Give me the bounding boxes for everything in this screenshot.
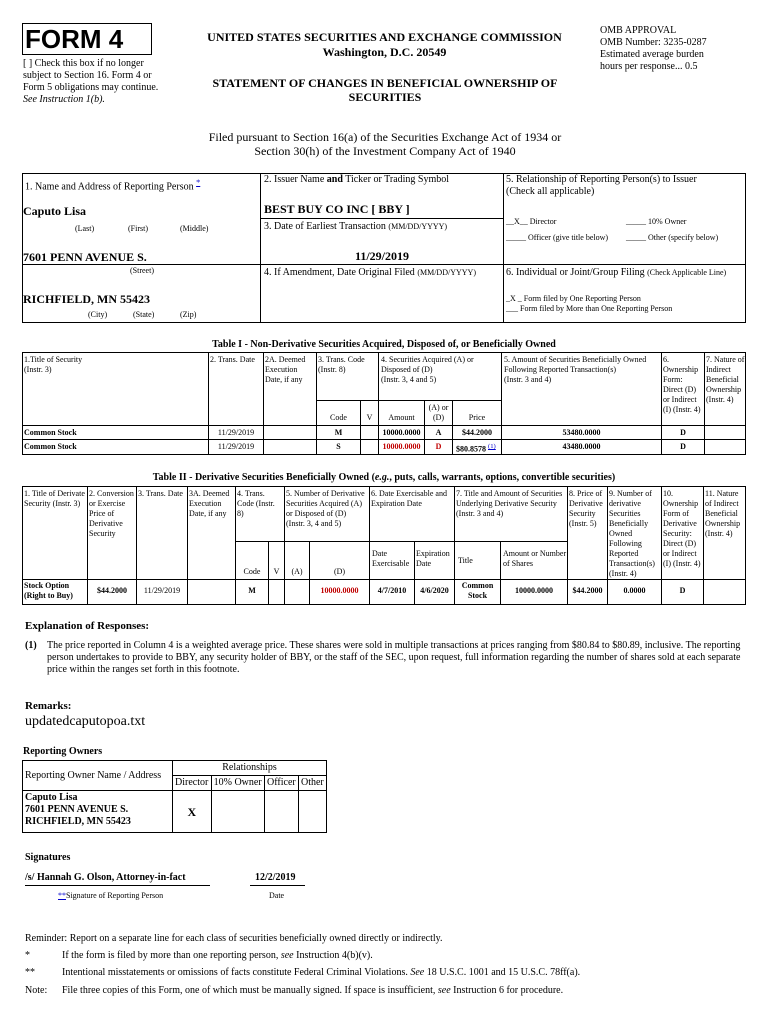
checkbox-note: [ ] Check this box if no longer subject to Section 16. Form 4 or Form 5 obligations may continue. See Instruction 1(b). xyxy=(23,58,159,105)
filing-more-persons: ___ Form filed by More than One Reporting Person xyxy=(506,304,673,313)
t1-sub-price: Price xyxy=(468,413,486,422)
t1-row-amount: 10000.0000 xyxy=(382,442,421,451)
t1-row-code: M xyxy=(334,428,343,437)
t2-header-number: 5. Number of Derivative Securities Acquired (A) or Disposed of (D) (Instr. 3, 4 and 5) xyxy=(286,489,365,528)
t1-row-date: 11/29/2019 xyxy=(217,442,255,451)
t1-row-title: Common Stock xyxy=(24,442,77,451)
t2-row-owned: 0.0000 xyxy=(623,586,646,595)
label-zip: (Zip) xyxy=(180,310,197,319)
relationship-other: _____ Other (specify below) xyxy=(626,233,719,242)
t1-header-title: 1.Title of Security (Instr. 3) xyxy=(24,355,83,374)
t2-sub-expiration: Expiration Date xyxy=(416,549,450,568)
t2-sub-d: (D) xyxy=(333,567,346,576)
date-label: Date xyxy=(269,891,285,900)
reminder-dstar-text: Intentional misstatements or omissions of facts constitute Federal Criminal Violations. See 18 U.S.C. 1001 and 15 U.S.C. 78ff(a). xyxy=(62,967,581,978)
reminder-note-text: File three copies of this Form, one of which must be manually signed. If space is insufficient, see Instruction 6 for procedure. xyxy=(62,985,564,996)
label-middle: (Middle) xyxy=(180,224,209,233)
reminder-star: * xyxy=(25,950,30,961)
t2-row-exercisable: 4/7/2010 xyxy=(377,586,407,595)
footnote-asterisk[interactable]: * xyxy=(196,178,201,187)
t2-header-code: 4. Trans. Code (Instr. 8) xyxy=(237,489,275,518)
earliest-transaction-date: 11/29/2019 xyxy=(354,249,409,263)
t2-row-underlying-title: Common Stock xyxy=(461,581,494,600)
t1-sub-amount: Amount xyxy=(388,413,415,422)
t1-row-price: $80.8578 $^{(1)}$ xyxy=(456,443,496,454)
t1-row-form: D xyxy=(680,428,686,437)
director-header: Director xyxy=(173,776,212,791)
reporting-person-name: Caputo Lisa xyxy=(23,204,87,218)
t1-row-ad: A xyxy=(435,428,442,437)
box2-label: 2. Issuer Name and Ticker or Trading Symbol xyxy=(264,174,450,185)
remarks-text: updatedcaputopoa.txt xyxy=(25,714,146,729)
table1-title: Table I - Non-Derivative Securities Acquired, Disposed of, or Beneficially Owned xyxy=(212,339,556,350)
t2-header-underlying: 7. Title and Amount of Securities Underlying Derivative Security (Instr. 3 and 4) xyxy=(456,489,563,518)
t2-row-underlying-amount: 10000.0000 xyxy=(515,586,553,595)
reporting-owners-table xyxy=(22,760,327,833)
relationship-officer: _____ Officer (give title below) xyxy=(506,233,609,242)
reminder-line: Reminder: Report on a separate line for each class of securities beneficially owned directly or indirectly. xyxy=(25,933,443,944)
officer-header: Officer xyxy=(265,776,299,791)
filed-pursuant: Filed pursuant to Section 16(a) of the Securities Exchange Act of 1934 or Section 30(h) of the Investment Company Act of 1940 xyxy=(208,130,562,158)
t2-row-code: M xyxy=(248,586,256,595)
box3-label: 3. Date of Earliest Transaction (MM/DD/YYYY) xyxy=(264,221,448,232)
t2-header-form: 10. Ownership Form of Derivative Security: Direct (D) or Indirect (I) (Instr. 4) xyxy=(663,489,701,568)
footnote-1-text: The price reported in Column 4 is a weighted average price. These shares were sold in multiple transactions at prices ranging from $80.84 to $80.89, inclusive. The reporting person undertakes to provide to BBY, any security holder of BBY, or the staff of the SEC, upon request, full information regarding the number of shares sold at each separate price within the ranges set forth in this footnote. xyxy=(47,640,741,675)
t2-row-title: Stock Option (Right to Buy) xyxy=(24,581,73,600)
t1-header-date: 2. Trans. Date xyxy=(210,355,255,364)
t2-row-conversion: $44.2000 xyxy=(97,586,127,595)
t2-sub-title: Title xyxy=(458,556,473,565)
t2-row-expiration: 4/6/2020 xyxy=(420,586,449,595)
other-header: Other xyxy=(298,776,326,791)
t2-sub-a: (A) xyxy=(291,567,303,576)
t1-row-price: $44.2000 xyxy=(462,428,492,437)
agency-name: UNITED STATES SECURITIES AND EXCHANGE COMMISSION xyxy=(207,30,562,44)
see-instruction: See Instruction 1(b). xyxy=(23,94,105,105)
t2-header-conversion: 2. Conversion or Exercise Price of Derivative Security xyxy=(89,489,134,538)
t2-row-date: 11/29/2019 xyxy=(143,586,181,595)
label-city: (City) xyxy=(88,310,108,319)
box4-label: 4. If Amendment, Date Original Filed (MM/DD/YYYY) xyxy=(264,267,476,278)
t2-header-title: 1. Title of Derivate Security (Instr. 3) xyxy=(24,489,85,508)
t2-sub-v: V xyxy=(273,567,280,576)
box6-label: 6. Individual or Joint/Group Filing (Check Applicable Line) xyxy=(506,267,727,278)
t1-row-owned: 53480.0000 xyxy=(562,428,601,437)
owner-name-header: Reporting Owner Name / Address xyxy=(23,761,173,791)
t2-row-disposed: 10000.0000 xyxy=(320,586,359,595)
agency-location: Washington, D.C. 20549 xyxy=(322,45,447,59)
signatures-heading: Signatures xyxy=(25,852,71,863)
relationship-director: __X__ Director xyxy=(506,217,557,226)
relationships-header: Relationships xyxy=(173,761,327,776)
t2-row-form: D xyxy=(679,586,686,595)
reminder-star-text: If the form is filed by more than one reporting person, see Instruction 4(b)(v). xyxy=(62,950,373,961)
t2-header-deemed: 3A. Deemed Execution Date, if any xyxy=(189,489,230,518)
explanation-heading: Explanation of Responses: xyxy=(25,620,150,632)
other-mark xyxy=(298,791,326,833)
statement-title: STATEMENT OF CHANGES IN BENEFICIAL OWNERSHIP OF SECURITIES xyxy=(212,76,558,104)
box1-label: 1. Name and Address of Reporting Person * xyxy=(25,178,201,193)
t1-header-ownership: 6. Ownership Form: Direct (D) or Indirect (I) (Instr. 4) xyxy=(663,355,701,414)
t1-header-amount: 5. Amount of Securities Beneficially Owned Following Reported Transaction(s) (Instr. 3 and 4) xyxy=(504,355,647,384)
t1-row-ad: D xyxy=(435,442,442,451)
officer-mark xyxy=(265,791,299,833)
t2-sub-code: Code xyxy=(243,567,261,576)
t1-row-title: Common Stock xyxy=(24,428,77,437)
relationship-ten-pct: _____ 10% Owner xyxy=(626,217,687,226)
omb-approval: OMB APPROVAL OMB Number: 3235-0287 Estimated average burden hours per response... 0.5 xyxy=(600,25,707,72)
director-mark: X xyxy=(173,791,212,833)
ten-owner-header: 10% Owner xyxy=(211,776,264,791)
label-state: (State) xyxy=(133,310,155,319)
filing-one-person: _X _ Form filed by One Reporting Person xyxy=(506,294,641,303)
t1-sub-code: Code xyxy=(330,413,347,422)
reporting-owners-heading: Reporting Owners xyxy=(23,746,103,757)
t1-row-date: 11/29/2019 xyxy=(217,428,255,437)
remarks-heading: Remarks: xyxy=(25,700,72,712)
signer-name: /s/ Hannah G. Olson, Attorney-in-fact xyxy=(25,872,186,883)
t1-row-amount: 10000.0000 xyxy=(382,428,421,437)
label-first: (First) xyxy=(128,224,148,233)
owner-address-cell: Caputo Lisa 7601 PENN AVENUE S. RICHFIELD, MN 55423 xyxy=(23,791,173,833)
reporting-person-street: 7601 PENN AVENUE S. xyxy=(23,250,147,264)
t1-row-code: S xyxy=(336,442,341,451)
t1-row-form: D xyxy=(680,442,686,451)
t2-header-price: 8. Price of Derivative Security (Instr. 5) xyxy=(569,489,603,528)
label-last: (Last) xyxy=(75,224,95,233)
t2-header-date: 3. Trans. Date xyxy=(138,489,183,498)
form-title-box xyxy=(22,23,152,55)
t1-sub-ad: (A) or (D) xyxy=(428,403,449,422)
label-street: (Street) xyxy=(130,266,154,275)
reminder-note: Note: xyxy=(25,985,48,996)
t2-sub-exercisable: Date Exercisable xyxy=(372,549,410,568)
signature-date: 12/2/2019 xyxy=(255,872,296,883)
box5-label: 5. Relationship of Reporting Person(s) to Issuer (Check all applicable) xyxy=(506,174,697,197)
t1-row-owned: 43480.0000 xyxy=(562,442,601,451)
t1-header-nature: 7. Nature of Indirect Beneficial Ownership (Instr. 4) xyxy=(706,355,745,404)
signature-label: **Signature of Reporting Person xyxy=(58,891,164,900)
t2-header-dates: 6. Date Exercisable and Expiration Date xyxy=(371,489,447,508)
t1-sub-v: V xyxy=(366,413,373,422)
t2-header-nature: 11. Nature of Indirect Beneficial Ownership (Instr. 4) xyxy=(705,489,741,538)
t2-sub-amount: Amount or Number of Shares xyxy=(503,549,567,568)
t2-row-price: $44.2000 xyxy=(572,586,603,595)
t1-header-code: 3. Trans. Code (Instr. 8) xyxy=(318,355,365,374)
footnote-double-asterisk[interactable]: ** xyxy=(58,891,66,900)
table2-title: Table II - Derivative Securities Beneficially Owned (e.g., puts, calls, warrants, options, convertible securities) xyxy=(152,472,616,483)
reminder-dstar: ** xyxy=(25,967,35,978)
t1-header-acquired: 4. Securities Acquired (A) or Disposed of (D) (Instr. 3, 4 and 5) xyxy=(381,355,474,384)
issuer-name: BEST BUY CO INC [ BBY ] xyxy=(264,202,410,216)
ten-owner-mark xyxy=(211,791,264,833)
t2-header-owned: 9. Number of derivative Securities Beneficially Owned Following Reported Transaction(s) (Instr. 4) xyxy=(609,489,655,578)
form-title: FORM 4 xyxy=(25,24,124,54)
t1-header-deemed: 2A. Deemed Execution Date, if any xyxy=(265,355,306,384)
footnote-1-number: (1) xyxy=(25,640,37,651)
footnote-1-link[interactable]: (1) xyxy=(488,443,496,450)
reporting-person-city: RICHFIELD, MN 55423 xyxy=(23,292,151,306)
